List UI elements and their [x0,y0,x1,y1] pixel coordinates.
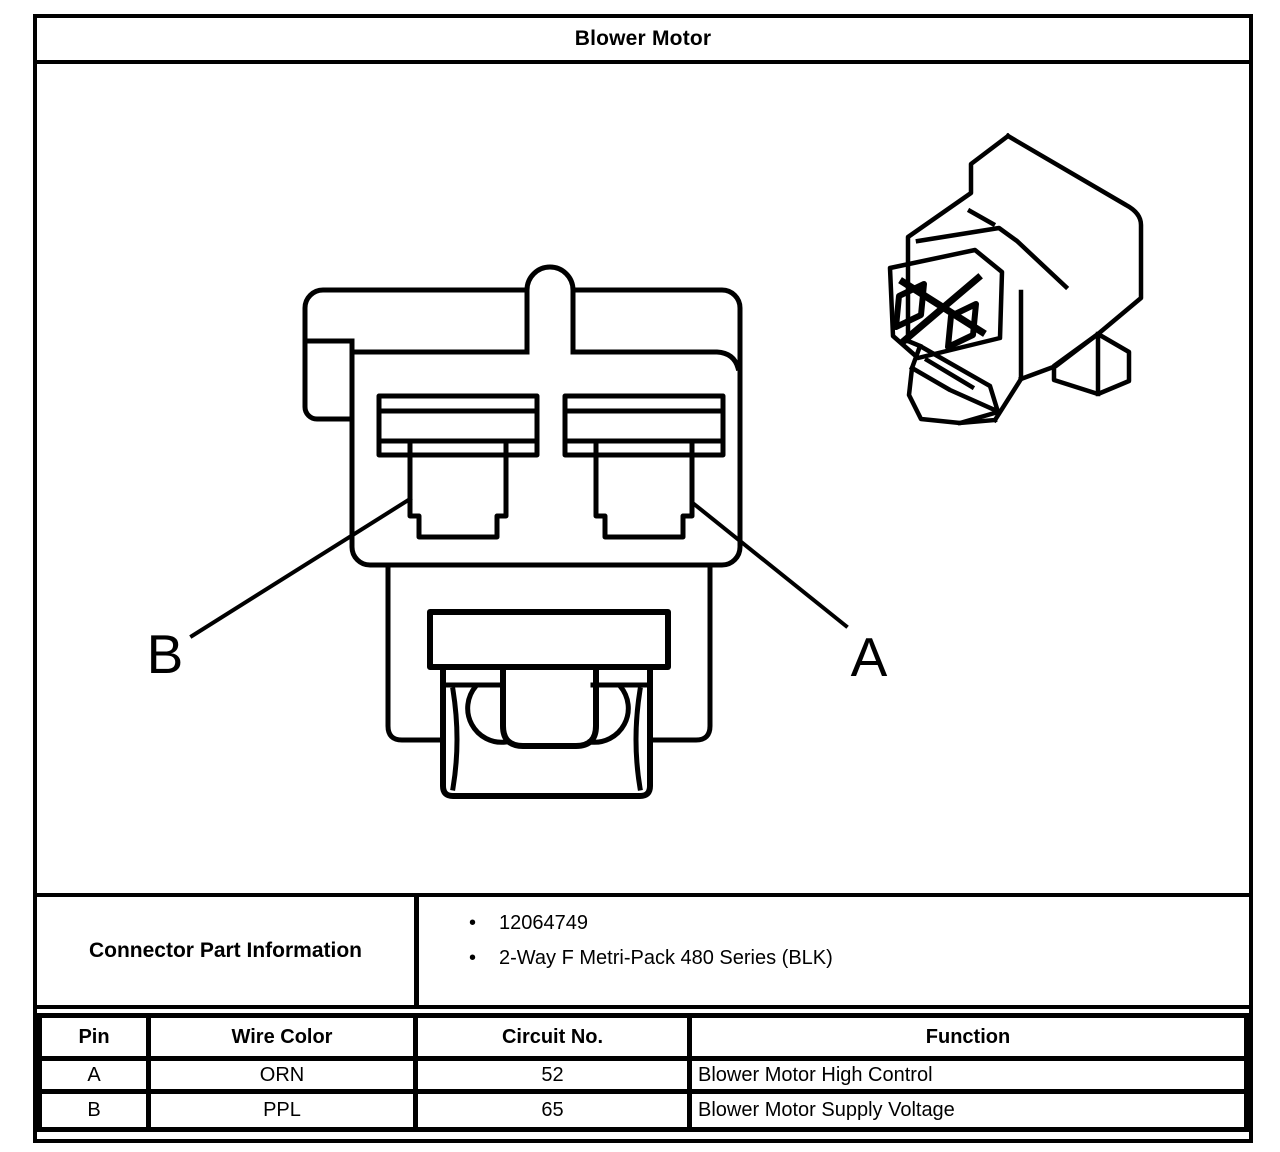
part-description: 2-Way F Metri-Pack 480 Series (BLK) [499,947,833,969]
connector-diagram-svg [37,64,1249,893]
pin-b-pin: B [42,1094,151,1127]
part-info-header-cell [37,897,419,1005]
lower-block [388,565,710,740]
title-bar [37,18,1249,64]
part-number: 12064749 [499,912,588,934]
inner-top-lines [352,352,738,368]
pin-a-wire-color: ORN [151,1061,418,1094]
pin-a-function: Blower Motor High Control [692,1061,1244,1094]
terminal-cavity-b [379,396,537,537]
pin-b-wire-color: PPL [151,1094,418,1127]
column-header-wire-color: Wire Color [151,1018,418,1061]
iso-notch [970,211,993,224]
iso-silhouette-right [1008,136,1141,379]
pin-table [37,1013,1249,1132]
pin-a-label: A [850,626,888,688]
connector-body-outline [305,267,740,565]
connector-diagram-area [37,64,1249,893]
pin-b-function: Blower Motor Supply Voltage [698,1099,955,1121]
lock-feature [430,612,668,796]
terminal-cavity-a [565,396,723,537]
bullet-icon: • [469,947,477,969]
column-header-function: Function [692,1018,1244,1061]
part-info-list [419,897,1249,1005]
pin-a-circuit-no: 52 [418,1061,692,1094]
side-latch [305,341,352,419]
keying-channel [527,290,573,352]
list-item [419,906,1249,941]
connector-isometric-view [890,136,1141,423]
connector-face-view [305,267,740,796]
part-info-section [37,893,1249,1009]
page-frame [33,14,1253,1143]
list-item [419,941,1249,976]
column-header-circuit-no: Circuit No. [418,1018,692,1061]
bullet-icon: • [469,912,477,934]
column-header-pin: Pin [42,1018,151,1061]
pin-b-label: B [146,623,184,685]
page-title: Blower Motor [574,27,712,50]
part-info-header: Connector Part Information [88,939,362,962]
pin-b-circuit-no: 65 [418,1094,692,1127]
pin-a-pin: A [42,1061,151,1094]
iso-foot [1054,334,1129,394]
